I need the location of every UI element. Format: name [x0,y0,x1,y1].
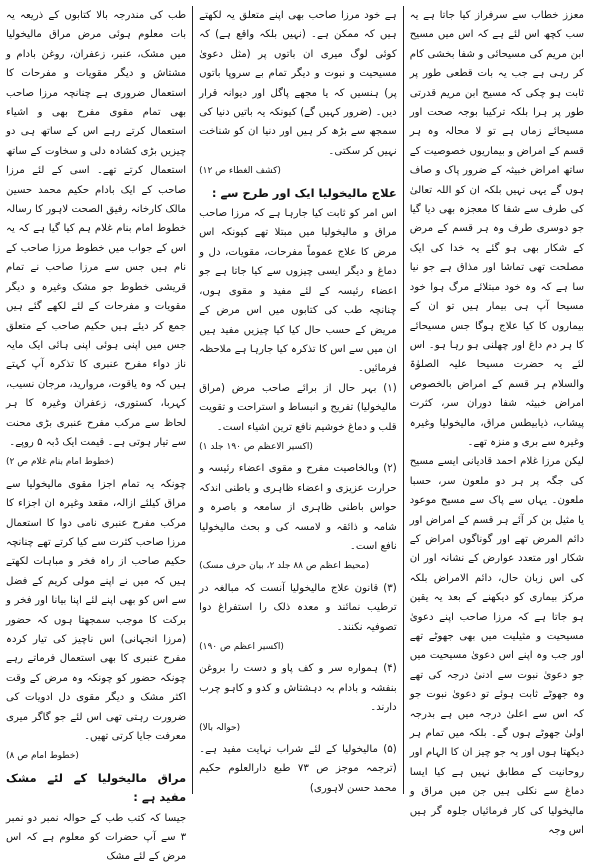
mid-item-5: (۵) مالیخولیا کے لئے شراب نہایت مفید ہے۔ (ترجمہ موجز ص ۷۳ طبع دارالعلوم حکیم محمد حسن لاہوری) [199,744,397,794]
mid-item-1: (۱) بہر حال از برائے صاحب مرض (مراق مالیخولیا) تفریح و انبساط و استراحت و تقویت قلب و دماغ خوشیم نافع ترین اشیاء است۔ [199,382,397,433]
left-heading-1: مراق مالیخولیا کے لئے مشک مفید ہے : [6,770,187,805]
mid-para-2: اس امر کو ثابت کیا جارہا ہے کہ مرزا صاحب مراق و مالیخولیا میں مبتلا تھے کیونکہ اس مرض کا علاج عموماً مفرحات، مقویات، دل و دماغ و دیگر ایسی چیزوں سے کیا جاتا ہے جو اعضاء رئیسہ کے لئے مفید و مقوی ہوں، چنانچہ طب کی کتابوں میں اس مرض کے مریض کے حسب حال کیا کیا چیزیں مفید ہیں ان میں سے اس کا تذکرہ کیا جارہا ہے ملاحظہ فرمائیں۔ [199,208,397,375]
mid-para-1: ہے خود مرزا صاحب بھی اپنے متعلق یہ لکھتے ہیں کہ ممکن ہے۔ (نہیں بلکہ واقع ہے) کہ کوئی لوگ میری ان باتوں پر (مثل دعویٰ مسیحیت و نبوت و دیگر تمام بے سروپا باتوں پر) ہنسیں کہ یا مجھے پاگل اور دیوانہ قرار دیں۔ (ضرور کہیں گے) کیونکہ یہ باتیں دنیا کی سمجھ سے بڑھ کر ہیں اور دنیا ان کو شناخت نہیں کر سکتی۔ [199,10,397,157]
mid-heading-1: علاج مالیخولیا ایک اور طرح سے : [211,185,397,200]
right-para-1: معزز خطاب سے سرفراز کیا جاتا ہے یہ سب کچھ اس لئے ہے کہ اس میں مسیح ابن مریم کی مسیحائی و شفا بخشی کام کر رہی ہے جب یہ بات قطعی طور پر ثابت ہو چکی کہ مسیح ابن مریم قدرتی طور پر ہرا بلکہ ترکیبا بوجہ صحت اور مسیحائے زماں ہے تو لا محالہ وہ ہر قسم کے امراض و بیماریوں خصوصیت کے ساتھ امراض خبیثہ کے ضرور پاک و صاف ہوں گے یہی نہیں بلکہ ان کو اللہ تعالیٰ کی طرف سے شفا کا معجزہ بھی دیا گیا جو دوسری طرف وہ ہر قسم کے مرض کے شکار بھی ہو گئے یہ خدا کی ایک مصلحت تھی تماشا اور مذاق ہے جو نیا سا ہے کہ وہ خود مبتلائے مرگ ہوا خود مسیحا آپ ہی بیمار ہیں تو ان کے بیماروں کا کیا علاج ہوگا جس مسیحائے کا ہر دم داغ اور چھلنی ہو رہا ہو۔ اس لئے یہ حضرت مسیحا علیہ الصلوٰۃ والسلام ہر قسم کے امراض بالخصوص امراض خبیثہ شفا دوران سر، کثرت پیشاب، ذیابیطس مراق، مالیخولیا وغیرہ وغیرہ سے بری و منزہ تھے۔ [409,10,584,448]
left-ref-2: (خطوط امام ص ۸) [6,751,79,762]
mid-ref-4: (اکسیر اعظم ص ۱۹۰) [199,642,284,652]
mid-ref-3: (محیط اعظم ص ۸۸ جلد ۲، بیان حرف مسک) [199,561,370,572]
right-para-2: لیکن مرزا غلام احمد قادیانی ایسے مسیح کی جگہ پر ہر دو ملعون سر، حسبا ملعون۔ یہاں سے پاک سے مسیح موعود یا مثیل بن کر آئے ہر قسم کے امراض اور دائم المرض تھے اور گوناگوں امراض کے شکار اور متعدد عوارض کے نشانہ اور ان کی اس زبان حال، دائم الامراض بلکہ مرکز بیماری کو دیکھنے کے بعد یہ یقین ہو جاتا ہے کہ مرزا صاحب اپنے دعویٰ مسیحیت و مثیلیت میں بھی جھوٹے تھے اور جب وہ اپنے اس دعویٰ مسیحیت میں جو دعویٰ نبوت سے ادنیٰ درجہ کی تھے وہ جھوٹے ثابت ہوئے تو دعویٰ نبوت جو کہ اس سے اعلیٰ درجہ میں ہے بدرجہ اولیٰ جھوٹے ہوں گے۔ بلکہ میں تمام ہر دیکھتا ہوں اور یہ جو چیز ان کا الہام اور روحانیت کے مطابق نہیں ہے کیا ایسا دماغ سے نکلی ہیں جن میں مراق و مالیخولیا کی کار فرمائیاں جلوہ گر ہیں اس وجہ [409,456,584,837]
column-divider-right [403,6,404,794]
middle-column [199,6,397,794]
mid-ref-2: (اکسیر الاعظم ص ۱۹۰ جلد ۱) [199,441,313,452]
mid-ref-1: (کشف الغطاء ص ۱۲) [199,166,281,177]
mid-item-3: (۳) قانون علاج مالیخولیا آنست کہ مبالغہ در ترطیب نمائند و معدہ ذلک را استفراغ دوا تصوفیہ نکنند۔ [199,582,397,633]
column-divider-left [192,6,193,794]
left-para-3: جیسا کہ کتب طب کے حوالہ نمبر دو نمبر ۳ سے آپ حضرات کو معلوم ہے کہ اس مرض کے لئے مشک [6,812,187,863]
mid-ref-5: (حوالہ بالا) [199,722,241,733]
left-para-1: طب کی مندرجہ بالا کتابوں کے ذریعہ یہ بات معلوم ہوئی مرض مراق مالیخولیا میں مشک، عنبر، زعفران، روغن بادام و مشتاش و دیگر مقویات و مفرحات کا استعمال ضروری ہے چنانچہ مرزا صاحب بھی تمام مقوی مفرح بھی و اشیاء استعمال کرتے رہے اس کے ساتھ ہی دو چیزیں بڑی کشادہ دلی و سخاوت کے ساتھ استعمال کرتے تھے۔ اسی کے لئے مرزا صاحب کے ایک بادام حکیم محمد حسین مالک کارخانہ رفیق الصحت لاہور کا رسالہ خطوط امام بنام غلام ہم کیا گیا ہے کہ یہ اس کے جواب میں خطوط مرزا صاحب کے نام ہیں جس سے مرزا صاحب نے تمام قریشی خطوط جو مشک وغیرہ و دیگر مقویات و مفرحات کے لئے لکھے گئے ہیں جمع کر دیئے ہیں حکیم صاحب کے متعلق جس میں اپنی ہوئی اپنی ہائی ایک مایہ ناز دواء مفرح عنبری کا تذکرہ آپ کہتے ہیں کہ وہ یاقوت، مروارید، مرجان نسیب، کہربا، کستوری، زعفران وغیرہ کا ہر لحاظ سے مرکب مفرح عنبری بڑی محنت سے تیار ہوتی ہے۔ قیمت ایک ڈبہ ۵ روپے۔ [6,10,187,448]
left-ref-1: (خطوط امام بنام غلام ص ۲) [6,457,114,468]
mid-item-4: (۴) ہمواره سر و کف پاو و دست را بروغن بنفشہ و بادام بہ دہشتاش و کدو و کاہو چرب دارند۔ [199,663,397,714]
left-column [6,6,187,863]
right-column [409,6,584,837]
mid-item-2: (۲) وبالخاصیت مفرح و مقوی اعضاء رئیسہ و حرارت عزیزی و اعضاء ظاہری و باطنی اندکہ حواس باطنی ظاہری از سامعہ و باصرہ و شامہ و ذائقہ و لامسہ کی و بحث مالیخولیا نافع است۔ [199,463,397,552]
left-para-2: چونکہ یہ تمام اجزا مقوی مالیخولیا سے مراق کیلئے ازالہ، مقعد وغیرہ ان اجزاء کا مرکب مفرح عنبری نامی دوا کا استعمال مرزا صاحب کثرت سے کیا کرتے تھے چنانچہ حکیم صاحب از راہ فخر و مباہات لکھتے ہیں کہ میں نے اپنے مولی کریم کے فضل سے اس کو بھی اپنے لئے اپنا بیانا اور فخر و برکت کا موجب سمجھتا ہوں کہ حضور (مرزا انجہانی) اس ناچیز کی تیار کردہ مفرح عنبری کا بھی استعمال فرماتے رہے چونکہ حضور کو چونکہ وہ مرض کے وقت اکثر مشک و دیگر مقوی دل ادویات کی ضرورت رہتی تھی اس لئے جو گاگر میری معرفت جایا کرتی تھیں۔ [6,478,187,743]
